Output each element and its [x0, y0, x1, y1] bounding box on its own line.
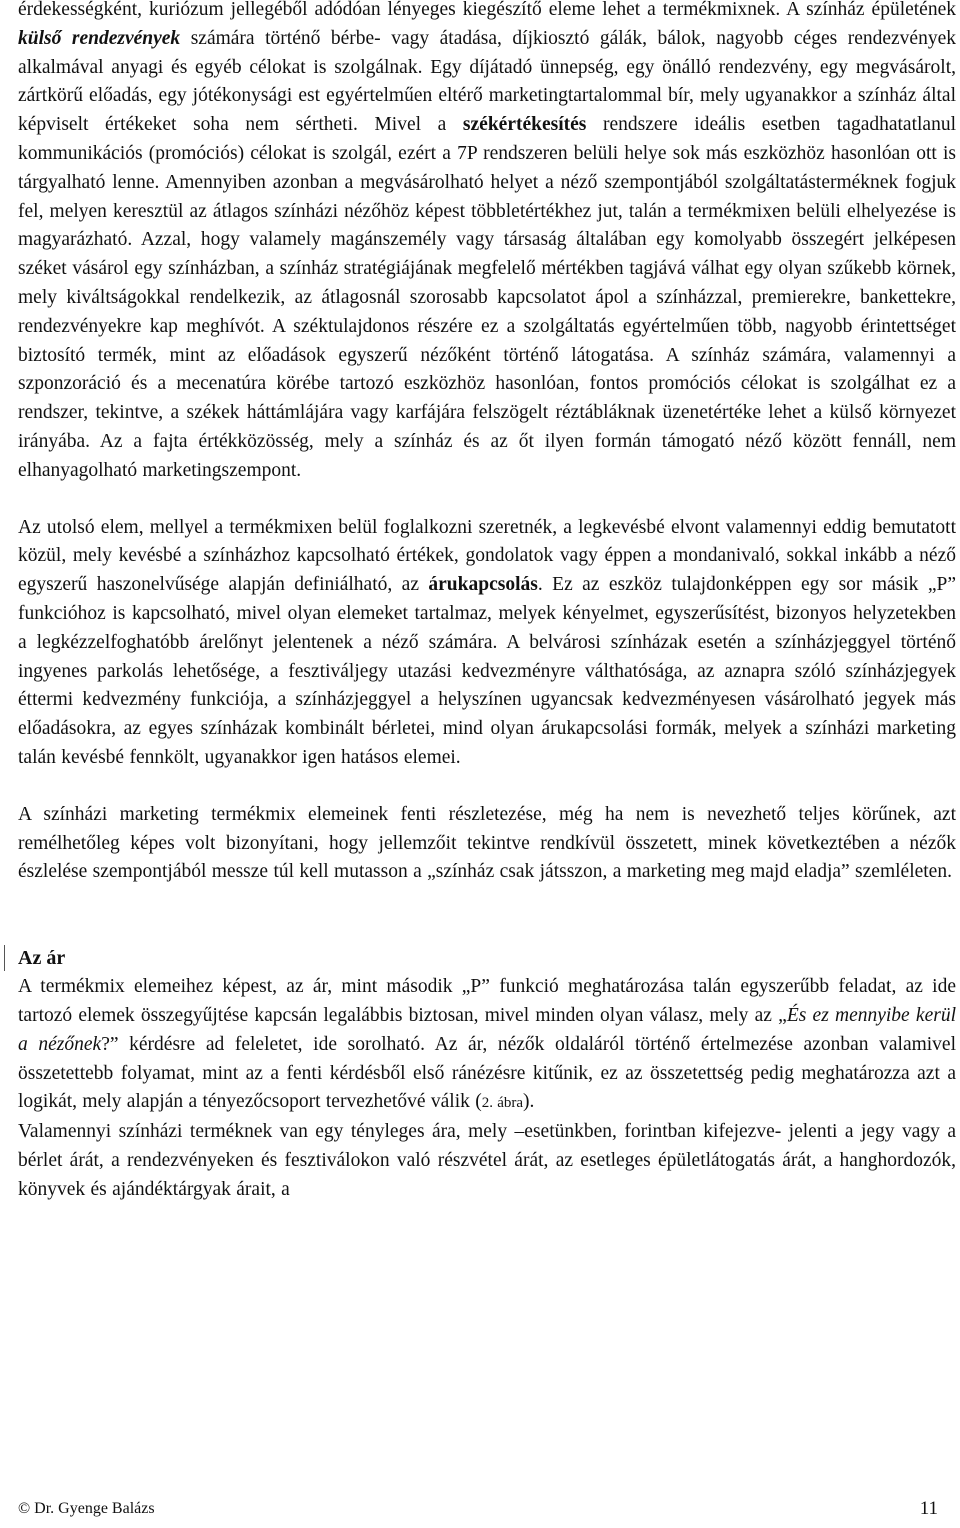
page-number: 11: [919, 1498, 938, 1519]
section-heading-az-ar: Az ár: [18, 947, 66, 970]
figure-reference: 2. ábra: [481, 1095, 524, 1112]
emphasis-kerdes: És ez mennyibe kerül a nézőnek: [18, 1004, 957, 1055]
text-run: . Ez az eszköz tulajdonképpen egy sor másik „P” funkcióhoz is kapcsolható, mivel olyan elemeket tartalmaz, melyek kényelmet, egyszerűsítést, bizonyos helyzetekben a legkézzelfoghatóbb árelőnyt jelentenek a néző számára. A belvárosi színházak esetén a színházjeggyel történő ingyenes parkolás lehetősége, a fesztiváljegy utazási kedvezményre válthatósága, az aznapra szóló színházjegyek éttermi kedvezmény funkciója, a színházjeggyel a helyszínen ugyancsak kedvezményesen vásárolható jegyek más előadásokra, az egyes színházak kombinált bérletei, mind olyan árukapcsolási formák, melyek a színházi marketing talán kevésbé fennkölt, ugyanakkor igen hatásos elemei.: [18, 574, 956, 768]
paragraph-ar-bevezeto: [18, 973, 956, 1118]
text-run: számára történő bérbe- vagy átadása, díjkiosztó gálák, bálok, nagyobb céges rendezvények alkalmával anyagi és egyéb célokat is szolgálnak. Egy díjátadó ünnepség, egy önálló rendezvény, egy megvásárolt, zártkörű előadás, egy jótékonysági est egyértelműen eltérő marketingtartalommal bír, mely ugyanakkor a színház által képviselt értékeket soha nem sértheti. Mivel a: [18, 27, 956, 136]
document-page: [18, 0, 956, 1204]
text-run: érdekességként, kuriózum jellegéből adódóan lényeges kiegészítő eleme lehet a termékmixnek. A színház épületének: [18, 0, 956, 20]
text-run: rendszere ideális esetben tagadhatatlanul kommunikációs (promóciós) célokat is szolgál, ezért a 7P rendszeren belüli helye sok más eszközhöz hasonlóan ott is tárgyalható lenne. Amennyiben azonban a megvásárolható helyet a néző szempontjából szolgáltatásterméknek fogjuk fel, melyen keresztül az átlagos színházi nézőhöz képest többletértékhez jut, talán a termékmixen belüli elhelyezése is magyarázható. Azzal, hogy valamely magánszemély vagy társaság általában egy komolyabb összegért jelképesen széket vásárol egy színházban, a színház stratégiájának megfelelő mértékben tagjává válhat egy olyan szűkebb körnek, mely kiváltságokkal rendelkezik, az átlagosnál szorosabb kapcsolatot ápol a színházzal, premierekre, bankettekre, rendezvényekre kap meghívót. A széktulajdonos részére ez a szolgáltatás egyértelműen több, nagyobb érintettséget biztosító termék, mint az előadások egyszerű nézőként történő látogatása. A színház számára, valamennyi a szponzoráció és a mecenatúra körébe tartozó eszközhöz hasonlóan, fontos promóciós célokat is szolgálhat ez a rendszer, tekintve, a székek háttámlájára vagy karfájára felszögelt réztábláknak üzenetértéke lehet a külső környezet irányába. Az a fajta értékközösség, mely a színház és az őt ilyen formán támogató néző között fennáll, nem elhanyagolható marketingszempont.: [18, 114, 956, 481]
paragraph-kiegeszito-elemek: [18, 0, 956, 486]
text-run: Az utolsó elem, mellyel a termékmixen belül foglalkozni szeretnék, a legkevésbé elvont valamennyi eddig bemutatott közül, mely kevésbé a színházhoz kapcsolható értékek, gondolatok vagy éppen a mondanivaló, sokkal inkább a néző egyszerű haszonelvűsége alapján definiálható, az: [18, 516, 956, 596]
page-footer: [18, 1498, 942, 1528]
paragraph-ar-reszletek: Valamennyi színházi terméknek van egy tényleges ára, mely –esetünkben, forintban kifejezve- jelenti a jegy vagy a bérlet árát, a rendezvényeken és fesztiválokon való részvétel árát, az esetleges épületlátogatás árát, a hanghordozók, könyvek és ajándéktárgyak árait, a: [18, 1121, 956, 1200]
change-bar: [4, 945, 5, 971]
text-run: ).: [523, 1091, 535, 1113]
emphasis-kulso-rendezvenyek: külső rendezvények: [18, 27, 181, 49]
section-heading-wrap: [18, 943, 956, 973]
text-run: A termékmix elemeihez képest, az ár, mint második „P” funkció meghatározása talán egyszerűbb feladat, az ide tartozó elemek összegyűjtése kapcsán legalábbis biztosan, mivel minden olyan válasz, mely az „: [18, 976, 956, 1026]
footer-author: © Dr. Gyenge Balázs: [18, 1500, 155, 1517]
paragraph-arukapcsolas: [18, 514, 956, 773]
emphasis-arukapcsolas: árukapcsolás: [428, 574, 538, 596]
emphasis-szekertekesites: székértékesítés: [462, 114, 587, 136]
paragraph-osszegzes: A színházi marketing termékmix elemeinek fenti részletezése, még ha nem is nevezhető teljes körűnek, azt remélhetőleg képes volt bizonyítani, hogy jellemzőit tekintve rendkívül összetett, minek következtében a nézők észlelése szempontjából messze túl kell mutasson a „színház csak játsszon, a marketing meg majd eladja” szemléleten.: [18, 803, 956, 883]
text-run: ?” kérdésre ad feleletet, ide sorolható. Az ár, nézők oldaláról történő értelmezése azonban valamivel összetettebb folyamat, mint az a fenti kérdésből első ránézésre kitűnik, ez az összetettség pedig meghatározza azt a logikát, mely alapján a tényezőcsoport tervezhetővé válik (: [18, 1033, 957, 1113]
